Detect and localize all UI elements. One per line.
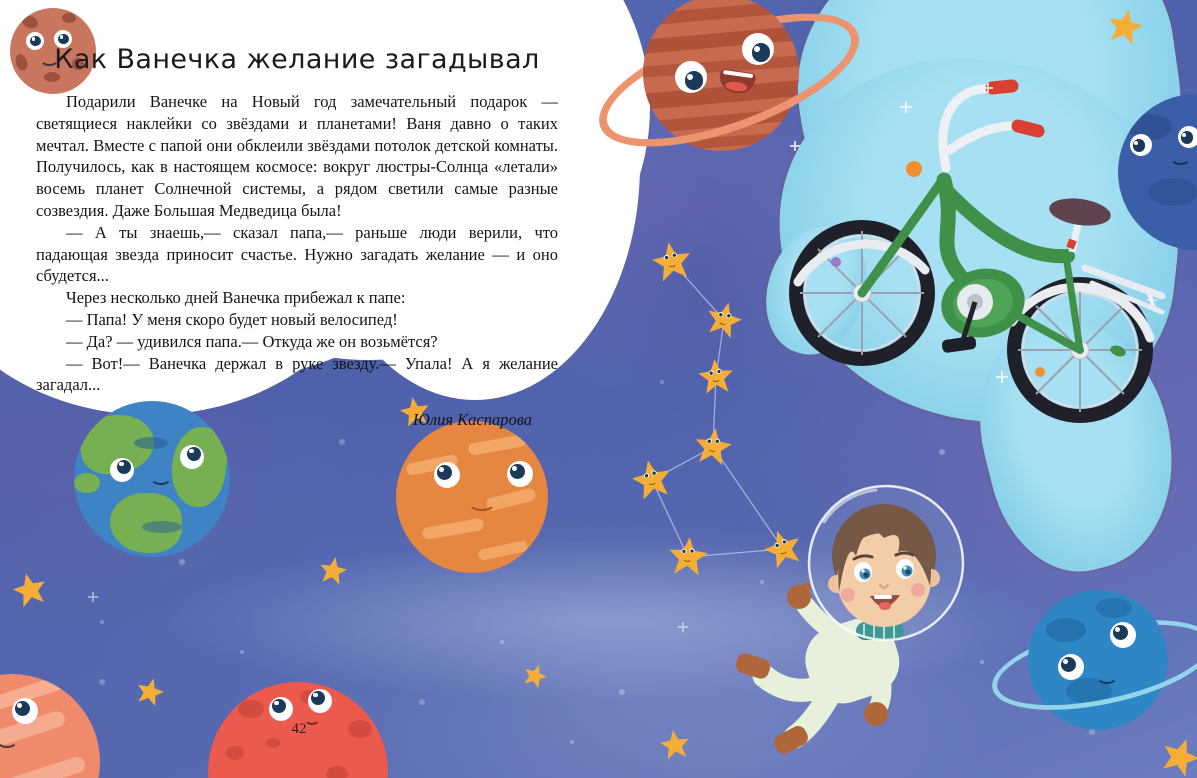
sparkle-icon xyxy=(790,141,800,151)
earth-continent xyxy=(74,473,100,493)
sparkle-icon xyxy=(678,622,688,632)
planet-eye xyxy=(269,697,293,721)
sparkle-icon xyxy=(636,112,647,123)
planet-smile xyxy=(1170,150,1191,165)
story-paragraph: Через несколько дней Ванечка прибежал к папе: xyxy=(66,288,406,308)
planet-spot xyxy=(238,700,264,718)
planet-spot xyxy=(1046,618,1086,642)
bicycle-handlebar xyxy=(906,86,1038,177)
story-paragraph: — Папа! У меня скоро будет новый велосипед! xyxy=(66,309,398,329)
story-paragraph: — Вот!— Ванечка держал в руке звезду.— Упала! А я желание загадал... xyxy=(36,353,558,395)
story-title: Как Ванечка желание загадывал xyxy=(54,44,540,75)
planet-stripe xyxy=(0,755,87,778)
story-text-block xyxy=(36,44,558,430)
planet-stripe xyxy=(421,518,484,541)
planet-spot xyxy=(348,720,372,738)
smiling-star-icon xyxy=(628,456,675,503)
planet-smile xyxy=(468,493,496,511)
planet-spot xyxy=(134,437,168,449)
planet-eye xyxy=(507,461,533,487)
planet-eye xyxy=(675,61,707,93)
planet-spot xyxy=(20,14,39,31)
smiling-star-icon xyxy=(692,426,735,469)
planet-spot xyxy=(1096,598,1132,618)
planet-orange xyxy=(396,421,548,573)
story-paragraph: — Да? — удивился папа.— Откуда же он возьмётся? xyxy=(66,331,438,351)
planet-spot xyxy=(14,53,29,72)
sparkle-icon xyxy=(1147,295,1157,305)
boy-glove xyxy=(864,702,888,726)
planet-eye xyxy=(742,33,774,65)
planet-smile xyxy=(150,469,172,485)
planet-spot xyxy=(266,738,280,748)
boy-arm-down xyxy=(878,662,882,708)
planet-eye xyxy=(1178,126,1197,148)
smiling-star-icon xyxy=(666,535,709,578)
sparkle-icon xyxy=(996,371,1008,383)
story-paragraph: Подарили Ванечке на Новый год замечательный подарок — светящиеся наклейки со звёздами и планетами! Ваня давно о таких мечтал. Вместе с папой они обклеили звёздами потолок детской комнаты. Получилось, как в настоящем космосе: вокруг люстры-Солнца «летали» восемь планет Солнечной системы, а рядом светили самые разные созвездия. Даже Большая Медведица была! xyxy=(36,92,558,220)
planet-spot xyxy=(62,13,76,23)
planet-stripe xyxy=(467,434,526,456)
sparkle-icon xyxy=(900,101,912,113)
planet-eye xyxy=(434,462,460,488)
planet-stripe xyxy=(643,25,799,54)
author-name: Юлия Каспарова xyxy=(412,410,532,430)
planet-eye xyxy=(308,689,332,713)
planet-smile xyxy=(0,732,18,748)
planet-eye xyxy=(1110,622,1136,648)
bicycle-illustration xyxy=(793,75,1171,410)
page-number: 42 xyxy=(291,721,307,737)
planet-eye xyxy=(110,458,134,482)
smiling-star-icon xyxy=(649,239,695,285)
bicycle-seat xyxy=(1047,195,1112,252)
planet-eye xyxy=(12,698,38,724)
planet-spot xyxy=(142,521,182,533)
boy-boot xyxy=(734,651,773,681)
planet-spot xyxy=(326,766,348,778)
astronaut-boy-illustration xyxy=(733,468,983,768)
bicycle-bell xyxy=(906,161,922,177)
sparkle-icon xyxy=(983,83,993,93)
smiling-star-icon xyxy=(696,357,735,396)
sparkle-icon xyxy=(88,592,98,602)
boy-helmet xyxy=(809,486,963,640)
planet-eye xyxy=(180,445,204,469)
planet-spot xyxy=(226,746,244,760)
story-paragraph: — А ты знаешь,— сказал папа,— раньше люди верили, что падающая звезда приносит счастье. Нужно загадать желание — и оно сбудется... xyxy=(36,222,558,286)
